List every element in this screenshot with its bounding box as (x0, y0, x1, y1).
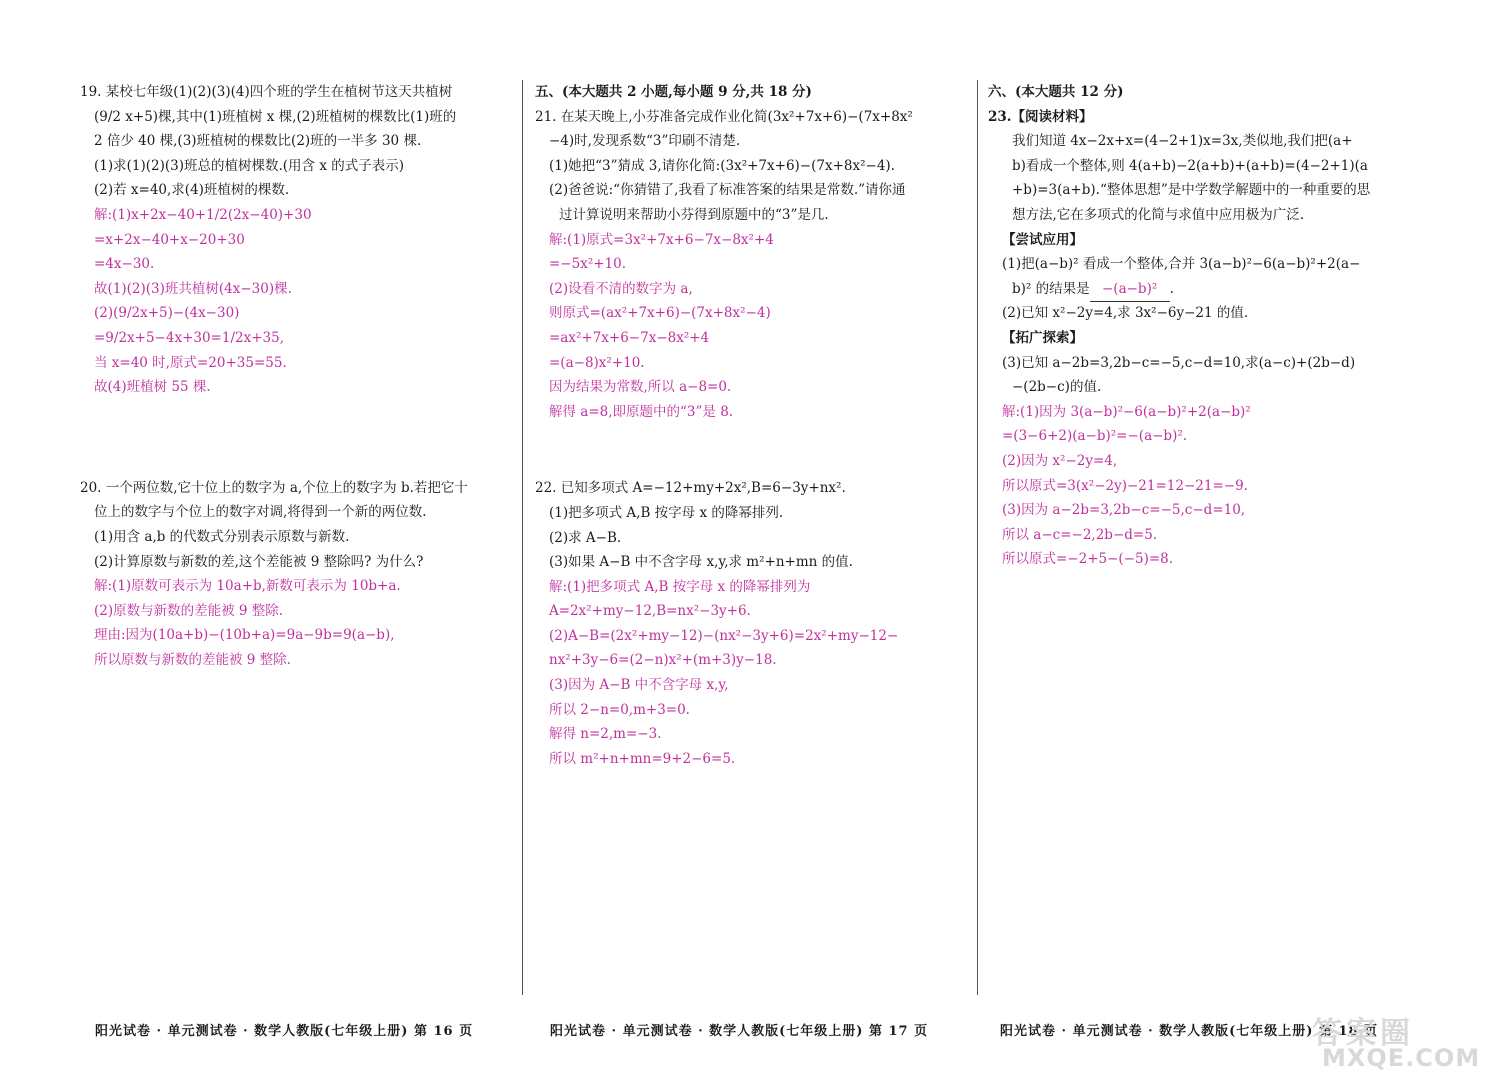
solution-line: 解:(1)把多项式 A,B 按字母 x 的降幂排列为 (549, 578, 811, 595)
section-heading: 五、(本大题共 2 小题,每小题 9 分,共 18 分) (535, 84, 812, 100)
q19-line: (1)求(1)(2)(3)班总的植树棵数.(用含 x 的式子表示) (94, 157, 405, 174)
solution-line: =(a−8)x²+10. (549, 354, 645, 371)
q19-line: 2 倍少 40 棵,(3)班植树的棵数比(2)班的一半多 30 棵. (94, 133, 422, 150)
q20-line: (2)计算原数与新数的差,这个差能被 9 整除吗? 为什么? (94, 553, 424, 570)
reading-material (988, 129, 1428, 227)
watermark-url: MXQE.COM (1322, 1044, 1481, 1072)
q19-line: (2)若 x=40,求(4)班植树的棵数. (94, 182, 290, 199)
solution-line: (2)因为 x²−2y=4, (1002, 452, 1118, 469)
solution-line: 解:(1)x+2x−40+1/2(2x−40)+30 (94, 206, 312, 223)
q22-line: (2)求 A−B. (549, 529, 622, 546)
solution-line: (2)A−B=(2x²+my−12)−(nx²−3y+6)=2x²+my−12− (549, 627, 899, 644)
spacer (535, 424, 965, 476)
page-footer: 阳光试卷 · 单元测试卷 · 数学人教版(七年级上册) 第 16 页 (95, 1024, 474, 1039)
answer-blank: −(a−b)² (1090, 277, 1170, 303)
q20-solution (80, 574, 512, 672)
try-tail-text: b)² 的结果是 (1012, 280, 1090, 297)
try-line-tail (988, 277, 1428, 302)
solution-line: 故(1)(2)(3)班共植树(4x−30)棵. (94, 280, 292, 297)
solution-line: =9/2x+5−4x+30=1/2x+35, (94, 329, 284, 346)
solution-line: 故(4)班植树 55 棵. (94, 379, 211, 396)
try-heading: 【尝试应用】 (1002, 231, 1083, 248)
q21-line: (1)她把“3”猜成 3,请你化简:(3x²+7x+6)−(7x+8x²−4). (549, 157, 895, 174)
solution-line: 解:(1)原式=3x²+7x+6−7x−8x²+4 (549, 231, 774, 248)
column-divider (522, 80, 523, 995)
solution-line: 所以原式=3(x²−2y)−21=12−21=−9. (1002, 477, 1248, 494)
watermark-logo (1300, 1008, 1500, 1074)
q22-line: 22. 已知多项式 A=−12+my+2x²,B=6−3y+nx². (535, 480, 846, 497)
reading-line: +b)=3(a+b).“整体思想”是中学数学解题中的一种重要的思 (1012, 182, 1371, 199)
solution-line: =(3−6+2)(a−b)²=−(a−b)². (1002, 428, 1188, 445)
page-16-column (80, 80, 512, 672)
solution-line: (2)(9/2x+5)−(4x−30) (94, 305, 240, 322)
question-22 (535, 476, 965, 574)
q20-line: (1)用含 a,b 的代数式分别表示原数与新数. (94, 528, 350, 545)
solution-line: 所以原数与新数的差能被 9 整除. (94, 651, 291, 668)
q21-line: −4)时,发现系数“3”印刷不清楚. (549, 133, 741, 150)
extend-line: (3)已知 a−2b=3,2b−c=−5,c−d=10,求(a−c)+(2b−d) (1002, 354, 1356, 371)
try-line: (1)把(a−b)² 看成一个整体,合并 3(a−b)²−6(a−b)²+2(a− (1002, 256, 1361, 273)
spacer (80, 400, 512, 476)
q22-solution (535, 575, 965, 772)
solution-line: =x+2x−40+x−20+30 (94, 231, 245, 248)
solution-line: =−5x²+10. (549, 256, 627, 273)
column-divider (977, 80, 978, 995)
question-21 (535, 105, 965, 228)
solution-line: (2)设看不清的数字为 a, (549, 280, 693, 297)
solution-line: (3)因为 a−2b=3,2b−c=−5,c−d=10, (1002, 502, 1246, 519)
q20-line: 位上的数字与个位上的数字对调,将得到一个新的两位数. (94, 504, 427, 521)
watermark-text: 答案圈 (1312, 1016, 1414, 1051)
solution-line: =ax²+7x+6−7x−8x²+4 (549, 329, 710, 346)
reading-line: 想方法,它在多项式的化简与求值中应用极为广泛. (1012, 206, 1305, 223)
q22-line: (1)把多项式 A,B 按字母 x 的降幂排列. (549, 504, 784, 521)
q19-solution (80, 203, 512, 400)
q22-line: (3)如果 A−B 中不含字母 x,y,求 m²+n+mn 的值. (549, 554, 853, 571)
solution-line: A=2x²+my−12,B=nx²−3y+6. (549, 603, 751, 620)
question-19 (80, 80, 512, 203)
q23-heading: 23.【阅读材料】 (988, 108, 1093, 125)
solution-line: 所以 a−c=−2,2b−d=5. (1002, 526, 1158, 543)
section-heading: 六、(本大题共 12 分) (988, 84, 1124, 100)
solution-line: 解得 n=2,m=−3. (549, 726, 662, 743)
solution-line: 理由:因为(10a+b)−(10b+a)=9a−9b=9(a−b), (94, 627, 395, 644)
q19-line: 19. 某校七年级(1)(2)(3)(4)四个班的学生在植树节这天共植树 (80, 84, 453, 100)
period: . (1169, 280, 1174, 297)
q23-solution (988, 400, 1428, 572)
solution-line: 因为结果为常数,所以 a−8=0. (549, 379, 732, 396)
extend-heading: 【拓广探索】 (1002, 329, 1083, 346)
page-18-column (988, 80, 1428, 572)
q21-solution (535, 228, 965, 425)
extend-line: −(2b−c)的值. (1012, 379, 1102, 396)
solution-line: 解得 a=8,即原题中的“3”是 8. (549, 403, 734, 420)
question-20 (80, 476, 512, 574)
q20-line: 20. 一个两位数,它十位上的数字为 a,个位上的数字为 b.若把它十 (80, 479, 468, 496)
solution-line: 所以 m²+n+mn=9+2−6=5. (549, 750, 736, 767)
page-footer: 阳光试卷 · 单元测试卷 · 数学人教版(七年级上册) 第 17 页 (550, 1024, 929, 1039)
solution-line: (3)因为 A−B 中不含字母 x,y, (549, 677, 729, 694)
solution-line: 所以原式=−2+5−(−5)=8. (1002, 551, 1174, 568)
q21-line: 过计算说明来帮助小芬得到原题中的“3”是几. (559, 206, 829, 223)
page-17-column (535, 80, 965, 771)
q21-line: 21. 在某天晚上,小芬准备完成作业化简(3x²+7x+6)−(7x+8x² (535, 108, 913, 125)
solution-line: nx²+3y−6=(2−n)x²+(m+3)y−18. (549, 652, 777, 669)
solution-line: 当 x=40 时,原式=20+35=55. (94, 354, 287, 371)
try-line: (2)已知 x²−2y=4,求 3x²−6y−21 的值. (1002, 305, 1249, 322)
q21-line: (2)爸爸说:“你猜错了,我看了标准答案的结果是常数.”请你通 (549, 182, 906, 199)
solution-line: (2)原数与新数的差能被 9 整除. (94, 602, 284, 619)
reading-line: 我们知道 4x−2x+x=(4−2+1)x=3x,类似地,我们把(a+ (1012, 133, 1353, 150)
solution-line: 所以 2−n=0,m+3=0. (549, 701, 690, 718)
page-footer: 阳光试卷 · 单元测试卷 · 数学人教版(七年级上册) 第 18 页 (1000, 1024, 1379, 1039)
solution-line: 解:(1)因为 3(a−b)²−6(a−b)²+2(a−b)² (1002, 403, 1251, 420)
solution-line: =4x−30. (94, 256, 155, 273)
q19-line: (9/2 x+5)棵,其中(1)班植树 x 棵,(2)班植树的棵数比(1)班的 (94, 108, 457, 125)
reading-line: b)看成一个整体,则 4(a+b)−2(a+b)+(a+b)=(4−2+1)(a (1012, 157, 1368, 174)
solution-line: 则原式=(ax²+7x+6)−(7x+8x²−4) (549, 305, 771, 322)
solution-line: 解:(1)原数可表示为 10a+b,新数可表示为 10b+a. (94, 578, 401, 595)
